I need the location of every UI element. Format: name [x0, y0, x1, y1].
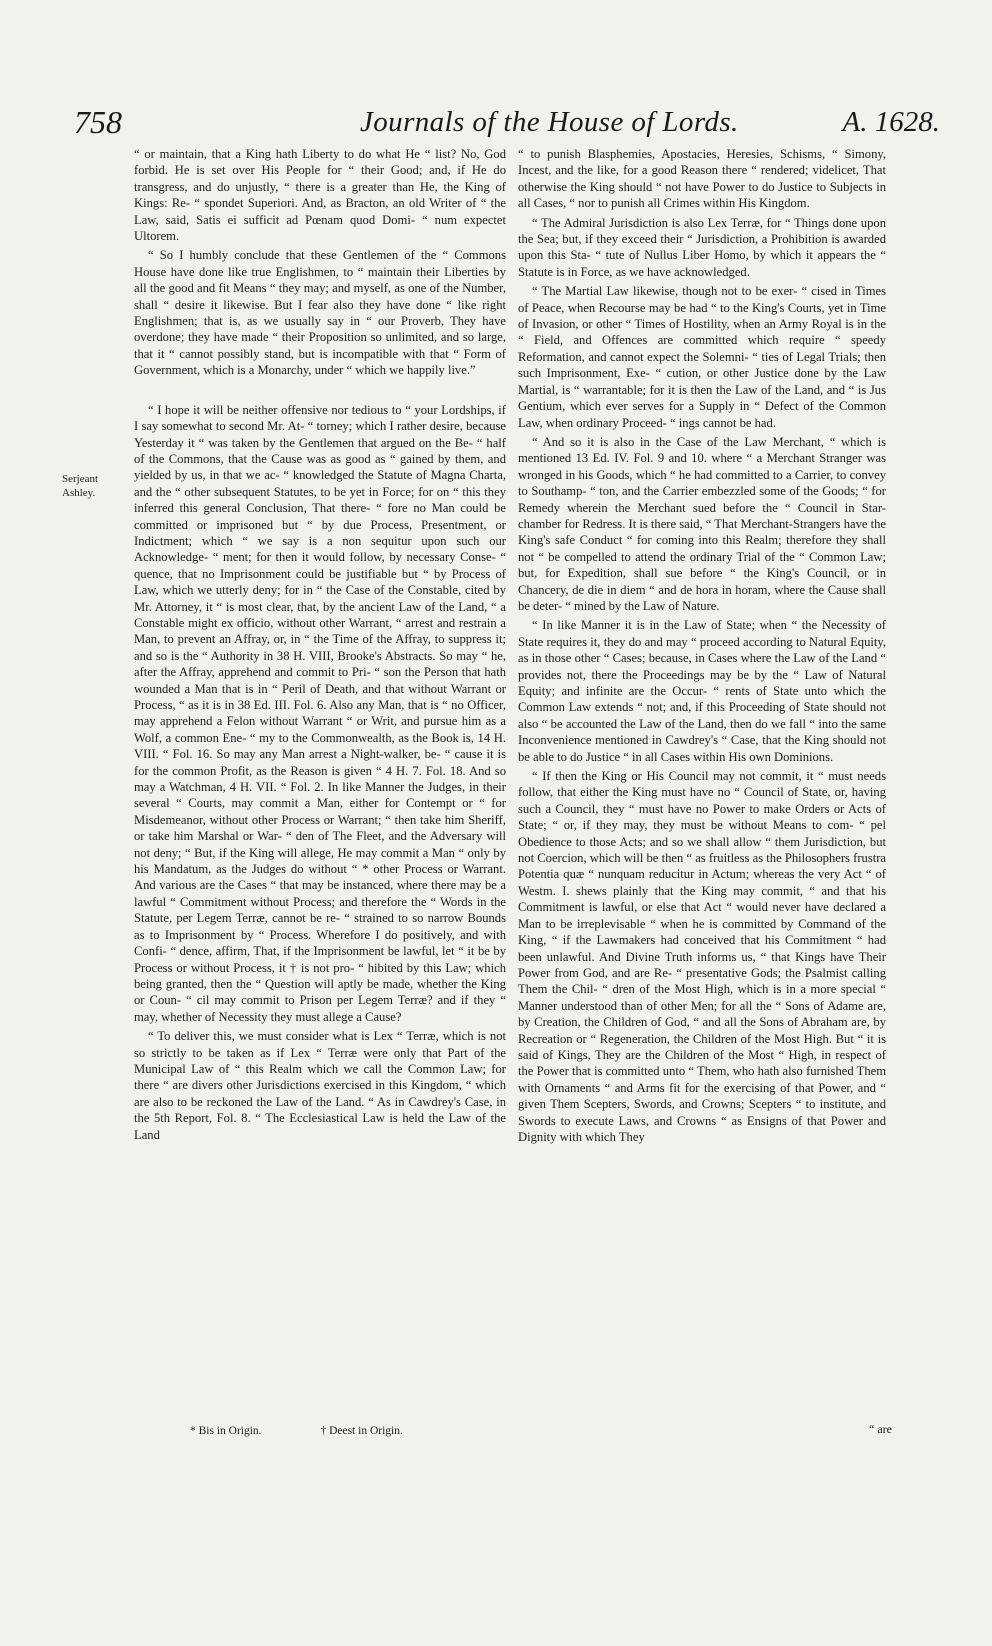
- paragraph: “ I hope it will be neither offensive nor tedious to “ your Lordships, if I say somewhat to second Mr. At- “ torney; which I rather desire, because Yesterday it “ was taken by the Gentlemen that argued on the Be- “ half of the Commons, that the Cause was as good as “ gained by them, and yielded by us, in that we ac- “ knowledged the Statute of Magna Charta, and the “ other subsequent Statutes, to be yet in Force; for on “ this they inferred this general Conclusion, That there- “ fore no Man could be committed or imprisoned but “ by due Process, Presentment, or Indictment; which “ we say is a non sequitur upon such our Acknowledge- “ ment; for then it would follow, by necessary Conse- “ quence, that no Imprisonment could be justifiable but “ by Process of Law, which we utterly deny; for in “ the Case of the Constable, cited by Mr. Attorney, it “ is most clear, that, by the ancient Law of the Land, “ a Constable might ex officio, without other Warrant, “ arrest and restrain a Man, to prevent an Affray, or, in “ the Time of the Affray, to suppress it; and so is the “ Authority in 38 H. VIII, Brooke's Abstracts. So may “ he, after the Affray, apprehend and commit to Pri- “ son the Person that hath wounded a Man that is in “ Peril of Death, and that without Warrant or Process, “ as it is in 38 Ed. III. Fol. 6. Also any Man, that is “ no Officer, may apprehend a Felon without Warrant “ or Writ, and pursue him as a Wolf, a common Ene- “ my to the Commonwealth, as the Book is, 14 H. VIII. “ Fol. 16. So may any Man arrest a Night-walker, be- “ cause it is for the common Profit, as the Reason is given “ 4 H. 7. Fol. 18. And so may a Watchman, 4 H. VII. “ Fol. 2. In like Manner the Judges, in their several “ Courts, may commit a Man, either for Contempt or “ for Misdemeanor, without other Process or Warrant; “ then take him Sheriff, or take him Marshal or War- “ den of The Fleet, and the Adversary will not deny; “ But, if the King will allege, He may commit a Man “ only by his Mandatum, as the Judges do without “ * other Process or Warrant. And various are the Cases “ that may be instanced, where there may be a lawful “ Commitment without Process; and therefore the “ Words in the Statute, per Legem Terræ, cannot be re- “ strained to so narrow Bounds as to Imprisonment by “ Process. Wherefore I do positively, and with Confi- “ dence, affirm, That, if the Imprisonment be lawful, let “ it be by Process or without Process, it † is not pro- “ hibited by this Law; which being granted, then the “ Question will aptly be made, whether the King or Coun- “ cil may commit to Prison per Legem Terræ? and if they “ may, whether of Necessity they must allege a Cause?: [134, 402, 506, 1024]
- paragraph: “ to punish Blasphemies, Apostacies, Heresies, Schisms, “ Simony, Incest, and the like, for a good Reason there “ rendered; videlicet, That otherwise the King should “ not have Power to do Justice to Subjects in all Cases, “ nor to punish all Crimes within His Kingdom.: [518, 147, 886, 211]
- footnote: † Deest in Origin.: [320, 1425, 403, 1437]
- paragraph: “ The Admiral Jurisdiction is also Lex Terræ, for “ Things done upon the Sea; but, if they exceed their “ Jurisdiction, a Prohibition is awarded upon this Sta- “ tute of Nullus Liber Homo, by which it appears the “ Statute is in Force, as we have acknowledged.: [518, 215, 886, 279]
- paragraph: “ The Martial Law likewise, though not to be exer- “ cised in Times of Peace, when Recourse may be had “ to the King's Courts, yet in Time of Invasion, or other “ Times of Hostility, when an Army Royal is in the “ Field, and Offences are committed which require “ speedy Reformation, and cannot expect the Solemni- “ ties of Legal Trials; then such Imprisonment, Exe- “ cution, or other Justice done by the Law Martial, is “ warrantable; for it is then the Law of the Land, and “ is Jus Gentium, which ever serves for a Supply in “ Defect of the Common Law, when ordinary Proceed- “ ings cannot be had.: [518, 284, 886, 430]
- paragraph: “ So I humbly conclude that these Gentlemen of the “ Commons House have done like true Englishmen, to “ maintain their Liberties by all the good and fit Means “ they may; and myself, as one of the Number, shall “ desire it likewise. But I fear also they have done “ like right Englishmen; that is, as we usually say in “ our Proverb, They have overdone; they have made “ their Proposition so unlimited, and so large, that it “ cannot possibly stand, but is incompatible with that “ Form of Government, which is a Monarchy, under “ which we happily live.”: [134, 248, 506, 378]
- page-title: Journals of the House of Lords.: [360, 106, 739, 138]
- catchword: “ are: [869, 1422, 892, 1436]
- year-label: A. 1628.: [842, 106, 940, 138]
- paragraph: “ And so it is also in the Case of the Law Merchant, “ which is mentioned 13 Ed. IV. Fol. 9 and 10. where “ a Merchant Stranger was wronged in his Goods, which “ he had committed to a Carrier, to convey to Southamp- “ ton, and the Carrier embezzled some of the Goods; “ for Remedy wherein the Merchant sued before the “ Council in Star-chamber for Redress. It is there said, “ That Merchant-Strangers have the King's safe Conduct “ for coming into this Realm; therefore they shall not “ be compelled to attend the ordinary Trial of the “ Common Law; but, for Expedition, shall sue before “ the King's Council, or in Chancery, de die in diem “ and de hora in horam, where the Cause shall be deter- “ mined by the Law of Nature.: [518, 434, 886, 613]
- paragraph: “ or maintain, that a King hath Liberty to do what He “ list? No, God forbid. He is set over His People for “ their Good; and, if He do transgress, and do unjustly, “ there is a greater than He, the King of Kings: Re- “ spondet Superiori. And, as Bracton, an old Writer of “ the Law, said, Satis ei sufficit ad Pœnam quod Domi- “ num expectet Ultorem.: [134, 147, 506, 244]
- paragraph: “ To deliver this, we must consider what is Lex “ Terræ, which is not so strictly to be taken as if Lex “ Terræ were only that Part of the Municipal Law of “ this Realm which we call the Common Law; for there “ are divers other Jurisdictions exercised in this Kingdom, “ which are also to be reckoned the Law of the Land. “ As in Cawdrey's Case, in the 5th Report, Fol. 8. “ The Ecclesiastical Law is held the Law of the Land: [134, 1029, 506, 1142]
- footnote: * Bis in Origin.: [190, 1425, 262, 1437]
- right-column: [518, 146, 886, 1148]
- left-column: [134, 146, 506, 1146]
- footnotes: [190, 1425, 490, 1437]
- paragraph: “ If then the King or His Council may not commit, it “ must needs follow, that either the King must have no “ Council of State, or, having such a Council, they “ must have no Power to make Orders or Acts of State; “ or, if they may, they must be without Means to com- “ pel Obedience to those Acts; and so we shall allow “ them Jurisdiction, but not Coercion, which will be then “ as fruitless as the Philosophers frustra Potentia quæ “ nunquam reducitur in Actum; whereas the very Act “ of Westm. I. shews plainly that the King may commit, “ and that his Commitment is lawful, or else that Act “ would never have declared a Man to be irreplevisable “ when he is committed by Command of the King, “ if the Lawmakers had conceived that his Commitment “ had been unlawful. And Divine Truth informs us, “ that Kings have Their Power from God, and are Re- “ presentative Gods; the Psalmist calling Them the Chil- “ dren of the Most High, which is in a more special “ Manner understood than of other Men; for all the “ Sons of Adame are, by Creation, the Children of God, “ and all the Sons of Abraham are, by Recreation or “ Regeneration, the Children of the Most High. But “ it is said of Kings, They are the Children of the Most “ High, in respect of the Power that is committed unto “ Them, who hath also furnished Them with Ornaments “ and Arms fit for the exercising of that Power, and “ given Them Scepters, Swords, and Crowns; Scepters “ to institute, and Swords to execute Laws, and Crowns “ as Ensigns of that Power and Dignity with which They: [518, 769, 886, 1144]
- margin-note: Serjeant Ashley.: [62, 473, 99, 499]
- page-number: 758: [74, 104, 122, 140]
- paragraph: “ In like Manner it is in the Law of State; when “ the Necessity of State requires it, they do and may “ proceed according to Natural Equity, as in those other “ Cases; because, in Cases where the Law of the Land “ provides not, there the Proceedings may be by the “ Law of Natural Equity; and infinite are the Occur- “ rents of State unto which the Common Law extends “ not; and, if this Proceeding of State should not also “ be accounted the Law of the Land, then do we fall “ into the same Inconvenience mentioned in Cawdrey's “ Case, that the King should not be able to do Justice “ in all Cases within His own Dominions.: [518, 618, 886, 764]
- page-header: [60, 104, 940, 144]
